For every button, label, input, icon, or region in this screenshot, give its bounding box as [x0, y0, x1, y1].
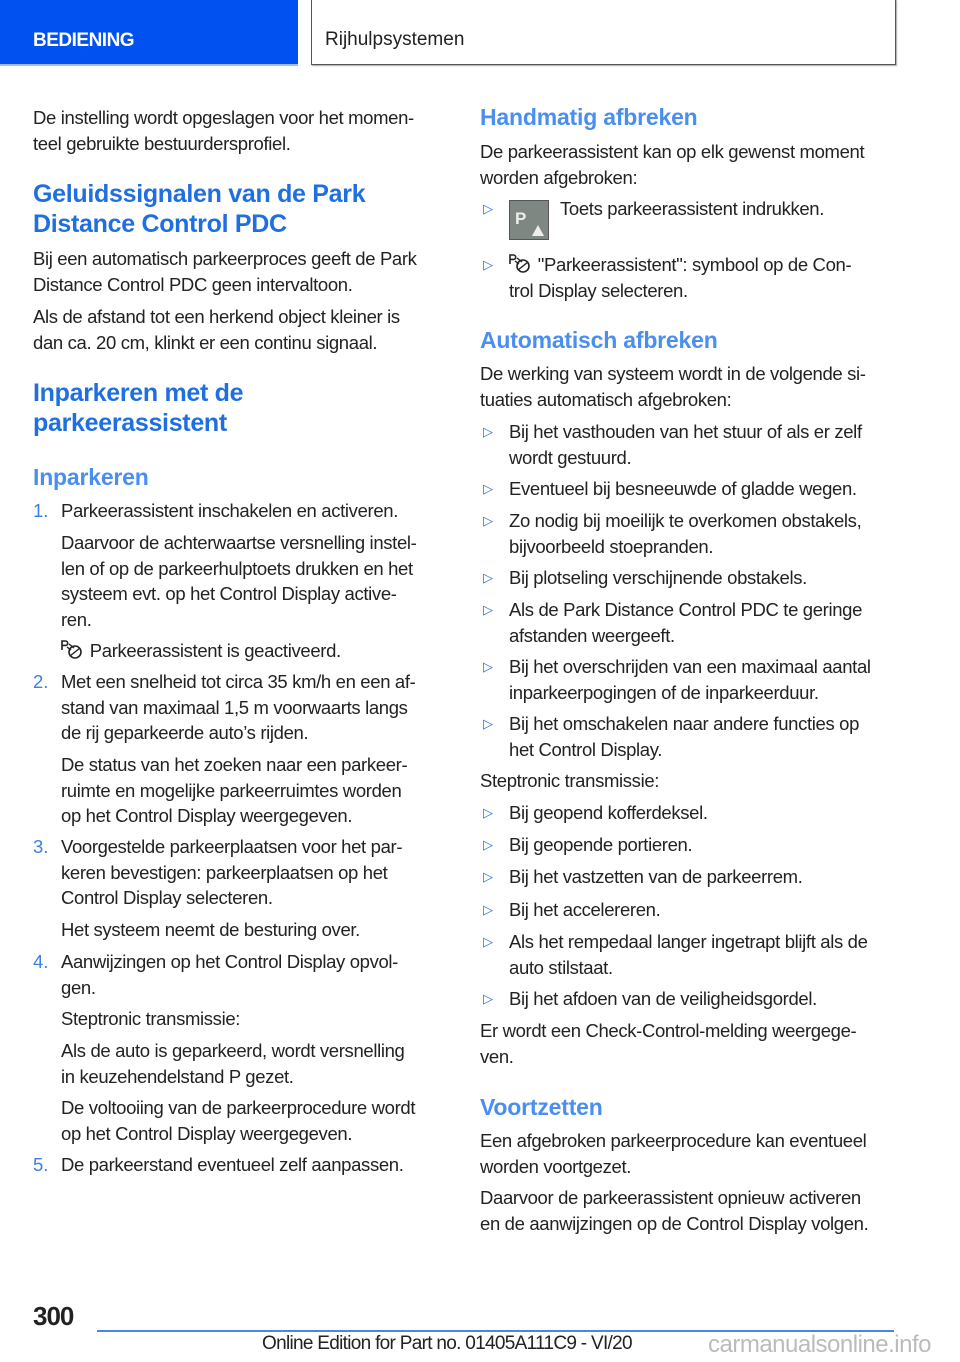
parking-assistant-icon	[509, 254, 533, 274]
paragraph: Als de afstand tot een herkend object kleiner is dan ca. 20 cm, klinkt er een continu signaal.	[33, 306, 400, 353]
step-text: De parkeerstand eventueel zelf aanpassen.	[61, 1154, 404, 1175]
bullet-icon: ▷	[483, 837, 493, 852]
heading-manual-abort: Handmatig afbreken	[480, 104, 698, 130]
paragraph: Een afgebroken parkeerprocedure kan eventueel worden voortgezet.	[480, 1130, 867, 1177]
step-note: Steptronic transmissie:	[61, 1008, 241, 1029]
paragraph: Bij een automatisch parkeerproces geeft de Park Distance Control PDC geen intervaltoon.	[33, 248, 417, 295]
chapter-title: Rijhulpsystemen	[325, 29, 465, 50]
paragraph: De parkeerassistent kan op elk gewenst moment worden afgebroken:	[480, 141, 865, 188]
list-item: Bij het accelereren.	[509, 899, 661, 920]
bullet-icon: ▷	[483, 991, 493, 1006]
step-number: 1.	[33, 500, 49, 521]
parking-assistant-icon	[61, 640, 85, 660]
parking-assistant-button-icon	[509, 200, 549, 240]
bullet-icon: ▷	[483, 602, 493, 617]
section-title: BEDIENING	[33, 30, 135, 51]
watermark: carmanualsonline.info	[708, 1331, 931, 1358]
heading-inparkeren: Inparkeren	[33, 464, 149, 490]
list-item: Eventueel bij besneeuwde of gladde wegen.	[509, 478, 857, 499]
bullet-icon: ▷	[483, 481, 493, 496]
step-text: Met een snelheid tot circa 35 km/h en een af- stand van maximaal 1,5 m voorwaarts langs de rij geparkeerde auto’s rijden.	[61, 671, 416, 743]
step-number: 4.	[33, 951, 49, 972]
heading-automatic-abort: Automatisch afbreken	[480, 327, 718, 353]
step-note-text: Parkeerassistent is geactiveerd.	[89, 640, 341, 661]
paragraph: Er wordt een Check-Control-melding weergege- ven.	[480, 1020, 857, 1067]
list-item-text: "Parkeerassistent": symbool op de Con- trol Display selecteren.	[509, 254, 852, 301]
list-item: Bij het afdoen van de veiligheidsgordel.	[509, 988, 817, 1009]
heading-pdc-signals: Geluidssignalen van de Park Distance Control PDC	[33, 180, 366, 238]
step-text: Aanwijzingen op het Control Display opvol- gen.	[61, 951, 398, 998]
paragraph: Steptronic transmissie:	[480, 770, 660, 791]
list-item: Bij het overschrijden van een maximaal aantal inparkeerpogingen of de inparkeerduur.	[509, 656, 871, 703]
step-note: Als de auto is geparkeerd, wordt versnelling in keuzehendelstand P gezet.	[61, 1040, 405, 1087]
bullet-icon: ▷	[483, 201, 493, 216]
bullet-icon: ▷	[483, 570, 493, 585]
list-item: Toets parkeerassistent indrukken.	[560, 198, 825, 219]
step-number: 2.	[33, 671, 49, 692]
list-item: Bij plotseling verschijnende obstakels.	[509, 567, 807, 588]
step-note: De voltooiing van de parkeerprocedure wordt op het Control Display weergegeven.	[61, 1097, 416, 1144]
paragraph: De werking van systeem wordt in de volgende si- tuaties automatisch afgebroken:	[480, 363, 866, 410]
bullet-icon: ▷	[483, 257, 493, 272]
heading-continue: Voortzetten	[480, 1094, 603, 1120]
list-item: Bij het vastzetten van de parkeerrem.	[509, 866, 803, 887]
bullet-icon: ▷	[483, 902, 493, 917]
button-glyph: P	[515, 209, 527, 228]
list-item	[509, 252, 909, 303]
bullet-icon: ▷	[483, 934, 493, 949]
page-number: 300	[33, 1301, 74, 1331]
list-item: Bij het omschakelen naar andere functies op het Control Display.	[509, 713, 860, 760]
step-number: 5.	[33, 1154, 49, 1175]
chapter-header	[311, 0, 896, 65]
step-note: Het systeem neemt de besturing over.	[61, 919, 360, 940]
step-text: Parkeerassistent inschakelen en activeren.	[61, 500, 398, 521]
step-note: De status van het zoeken naar een parkeer- ruimte en mogelijke parkeerruimtes worden op het Control Display weergegeven.	[61, 754, 408, 826]
step-note: Daarvoor de achterwaartse versnelling instel- len of op de parkeerhulptoets drukken en het systeem evt. op het Control Display active- ren.	[61, 532, 417, 630]
bullet-icon: ▷	[483, 513, 493, 528]
intro-paragraph: De instelling wordt opgeslagen voor het momen- teel gebruikte bestuurdersprofiel.	[33, 107, 414, 154]
bullet-icon: ▷	[483, 716, 493, 731]
list-item: Zo nodig bij moeilijk te overkomen obstakels, bijvoorbeeld stoepranden.	[509, 510, 862, 557]
step-number: 3.	[33, 836, 49, 857]
section-tab	[0, 0, 298, 66]
list-item: Als de Park Distance Control PDC te geringe afstanden weergeeft.	[509, 599, 863, 646]
edition-text: Online Edition for Part no. 01405A111C9 - VI/20	[262, 1333, 632, 1354]
bullet-icon: ▷	[483, 805, 493, 820]
list-item: Bij het vasthouden van het stuur of als er zelf wordt gestuurd.	[509, 421, 862, 468]
list-item: Bij geopende portieren.	[509, 834, 693, 855]
step-note	[61, 638, 461, 664]
bullet-icon: ▷	[483, 424, 493, 439]
bullet-icon: ▷	[483, 869, 493, 884]
paragraph: Daarvoor de parkeerassistent opnieuw activeren en de aanwijzingen op de Control Display volgen.	[480, 1187, 869, 1234]
list-item: Bij geopend kofferdeksel.	[509, 802, 708, 823]
bullet-icon: ▷	[483, 659, 493, 674]
heading-parking-assistant: Inparkeren met de parkeerassistent	[33, 379, 244, 437]
list-item: Als het rempedaal langer ingetrapt blijft als de auto stilstaat.	[509, 931, 868, 978]
step-text: Voorgestelde parkeerplaatsen voor het par- keren bevestigen: parkeerplaatsen op het Control Display selecteren.	[61, 836, 403, 908]
